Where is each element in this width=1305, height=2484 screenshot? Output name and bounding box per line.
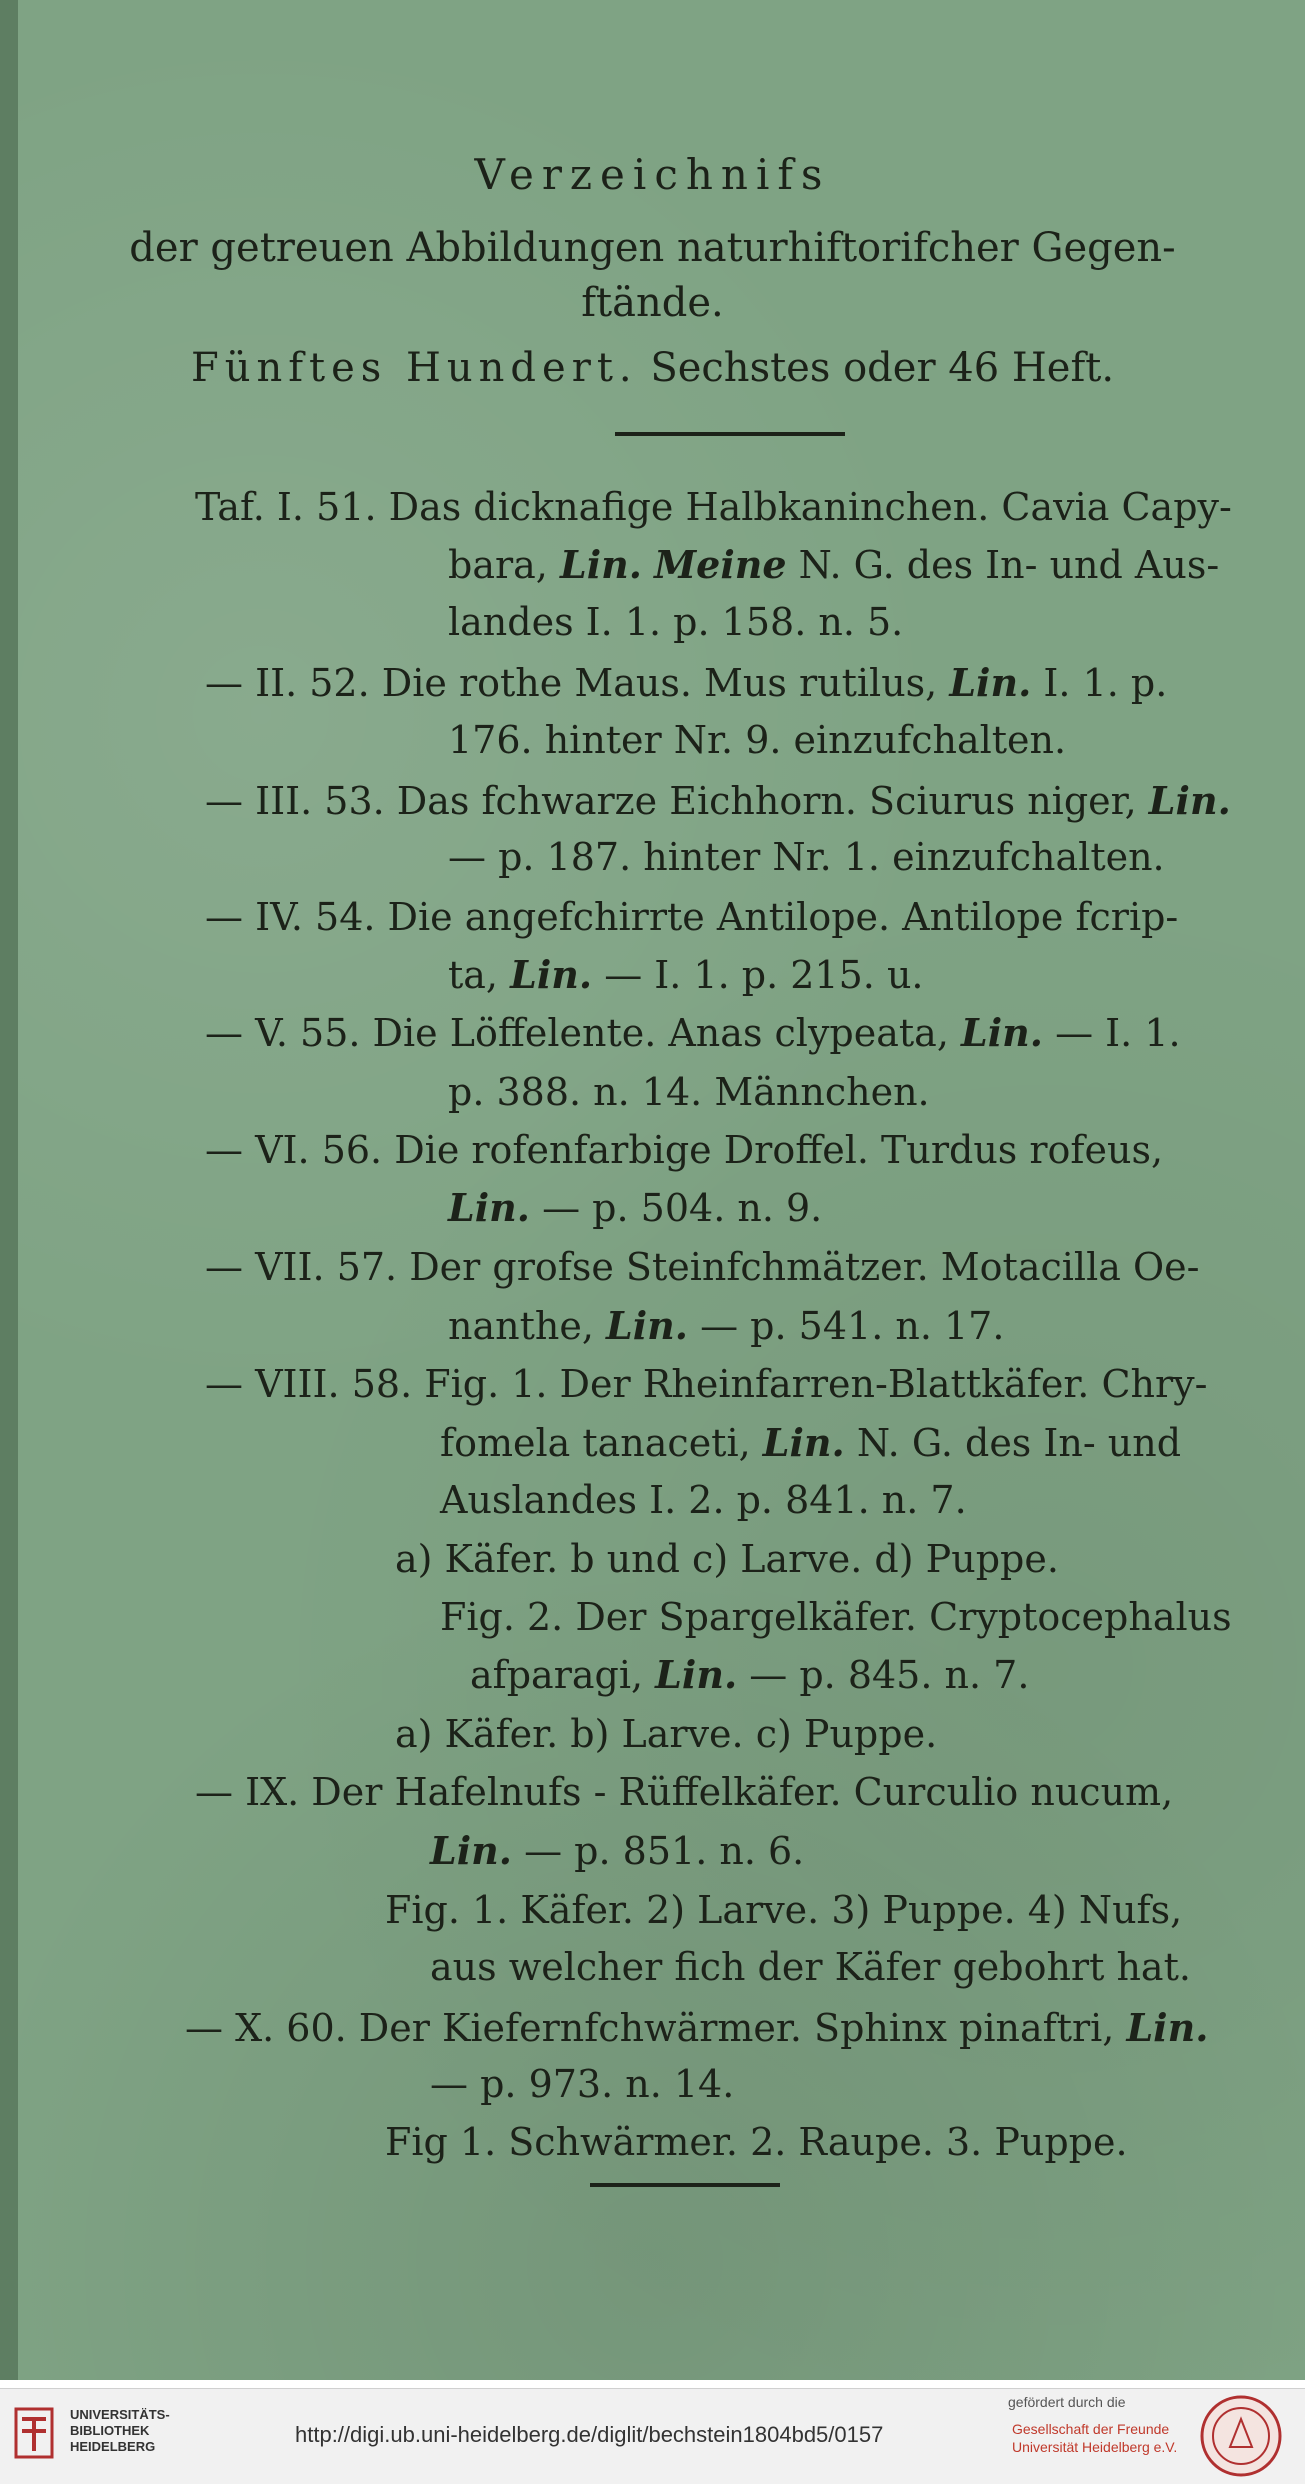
entry-text: — II. 52. Die rothe Maus. Mus rutilus,	[205, 661, 950, 705]
entry-line	[448, 1070, 930, 1114]
entry-text: Fig 1. Schwärmer. 2. Raupe. 3. Puppe.	[385, 2120, 1128, 2164]
entry-line	[395, 1537, 1059, 1581]
entry-text: landes I. 1. p. 158. n. 5.	[448, 600, 904, 644]
entry-line	[448, 600, 903, 644]
entry-citation: Lin.	[1148, 778, 1231, 823]
entry-citation: Meine	[654, 542, 787, 587]
entry-text: — I. 1. p. 215. u.	[592, 953, 924, 997]
entry-text: — p. 973. n. 14.	[430, 2062, 735, 2106]
entry-line	[440, 1595, 1232, 1639]
entry-line	[205, 1362, 1208, 1406]
part-heading	[0, 345, 1305, 391]
entry-line	[448, 542, 1219, 587]
entry-text: ta,	[448, 953, 511, 997]
entry-line	[195, 1770, 1173, 1814]
entry-citation: Lin.	[430, 1828, 513, 1873]
entry-citation: Lin.	[606, 1303, 689, 1348]
entry-line	[205, 1128, 1163, 1172]
entry-text: — VIII. 58. Fig. 1. Der Rheinfarren-Blattkäfer. Chry-	[205, 1362, 1208, 1406]
page-title: Verzeichnifs	[474, 150, 831, 199]
entry-text: 176. hinter Nr. 9. einzufchalten.	[448, 718, 1067, 762]
entry-text: a) Käfer. b) Larve. c) Puppe.	[395, 1712, 938, 1756]
entry-line	[430, 1828, 804, 1873]
entry-line	[205, 660, 1167, 705]
page-subtitle-line-2: ftände.	[581, 280, 724, 326]
entry-text: bara,	[448, 543, 560, 587]
entry-line	[205, 1010, 1181, 1055]
entry-text: — X. 60. Der Kiefernfchwärmer. Sphinx pinaftri,	[185, 2006, 1127, 2050]
entry-citation: Lin.	[960, 1010, 1043, 1055]
entry-text: p. 388. n. 14. Männchen.	[448, 1070, 930, 1114]
entry-line	[205, 895, 1178, 939]
entry-line	[430, 2062, 734, 2106]
entry-text: — p. 541. n. 17.	[688, 1304, 1005, 1348]
entry-line	[430, 1945, 1191, 1989]
divider-top	[615, 432, 845, 436]
entry-text: — p. 187. hinter Nr. 1. einzufchalten.	[448, 835, 1165, 879]
entry-line	[448, 1303, 1004, 1348]
entry-text: Fig. 2. Der Spargelkäfer. Cryptocephalus	[440, 1595, 1232, 1639]
entry-text: aus welcher fich der Käfer gebohrt hat.	[430, 1945, 1191, 1989]
entry-text: — IV. 54. Die angefchirrte Antilope. Antilope fcrip-	[205, 895, 1179, 939]
entry-text: — p. 845. n. 7.	[737, 1653, 1030, 1697]
library-name: UNIVERSITÄTS- BIBLIOTHEK HEIDELBERG	[70, 2407, 170, 2454]
entry-line	[440, 1420, 1181, 1465]
entry-line	[448, 1185, 822, 1230]
entry-text: N. G. des In- und Aus-	[786, 543, 1220, 587]
entry-text: — VII. 57. Der grofse Steinfchmätzer. Motacilla Oe-	[205, 1245, 1200, 1289]
entry-citation: Lin.	[559, 542, 642, 587]
entry-text: — p. 504. n. 9.	[530, 1186, 823, 1230]
entry-text: a) Käfer. b und c) Larve. d) Puppe.	[395, 1537, 1059, 1581]
entry-text: fomela tanaceti,	[440, 1421, 763, 1465]
entry-line	[470, 1652, 1029, 1697]
entry-text: N. G. des In- und	[844, 1421, 1182, 1465]
entry-text: nanthe,	[448, 1304, 606, 1348]
entry-line	[448, 718, 1066, 762]
entry-line	[205, 778, 1231, 823]
permalink-url[interactable]: http://digi.ub.uni-heidelberg.de/diglit/bechstein1804bd5/0157	[295, 2422, 884, 2447]
entry-citation: Lin.	[655, 1652, 738, 1697]
entry-line	[395, 1712, 937, 1756]
entry-text: — I. 1.	[1043, 1011, 1181, 1055]
entry-line	[385, 1888, 1182, 1932]
entry-line	[205, 1245, 1199, 1289]
entry-text: Auslandes I. 2. p. 841. n. 7.	[440, 1478, 967, 1522]
entry-citation: Lin.	[1126, 2005, 1209, 2050]
entry-text: — III. 53. Das fchwarze Eichhorn. Sciurus niger,	[205, 779, 1149, 823]
sponsor-name: Gesellschaft der Freunde Universität Heidelberg e.V.	[1012, 2421, 1178, 2455]
page-subtitle-line-1: der getreuen Abbildungen naturhiftorifcher Gegen-	[129, 225, 1176, 271]
entry-text: I. 1. p.	[1031, 661, 1168, 705]
entry-citation: Lin.	[510, 952, 593, 997]
entry-line	[195, 485, 1232, 529]
library-logo-icon	[14, 2405, 58, 2461]
entry-citation: Lin.	[949, 660, 1032, 705]
divider-bottom	[590, 2183, 780, 2187]
entry-text	[642, 543, 654, 587]
part-heading-rest: Sechstes oder 46 Heft.	[650, 345, 1115, 391]
entry-citation: Lin.	[762, 1420, 845, 1465]
entry-line	[440, 1478, 967, 1522]
entry-line	[448, 952, 924, 997]
entry-text: — V. 55. Die Löffelente. Anas clypeata,	[205, 1011, 961, 1055]
entry-line	[385, 2120, 1128, 2164]
entry-text: Taf. I. 51. Das dicknafige Halbkaninchen. Cavia Capy-	[195, 485, 1232, 529]
entry-text: — IX. Der Hafelnufs - Rüffelkäfer. Curculio nucum,	[195, 1770, 1174, 1814]
part-heading-spaced: Fünftes Hundert.	[190, 345, 638, 391]
entry-line	[185, 2005, 1208, 2050]
entry-citation: Lin.	[448, 1185, 531, 1230]
entry-text: Fig. 1. Käfer. 2) Larve. 3) Puppe. 4) Nufs,	[385, 1888, 1183, 1932]
entry-text: — VI. 56. Die rofenfarbige Droffel. Turdus rofeus,	[205, 1128, 1164, 1172]
entry-text: — p. 851. n. 6.	[512, 1829, 805, 1873]
university-seal-icon	[1200, 2395, 1282, 2477]
entry-text: afparagi,	[470, 1653, 656, 1697]
entry-line	[448, 835, 1165, 879]
sponsor-prefix: gefördert durch die	[1008, 2394, 1126, 2410]
